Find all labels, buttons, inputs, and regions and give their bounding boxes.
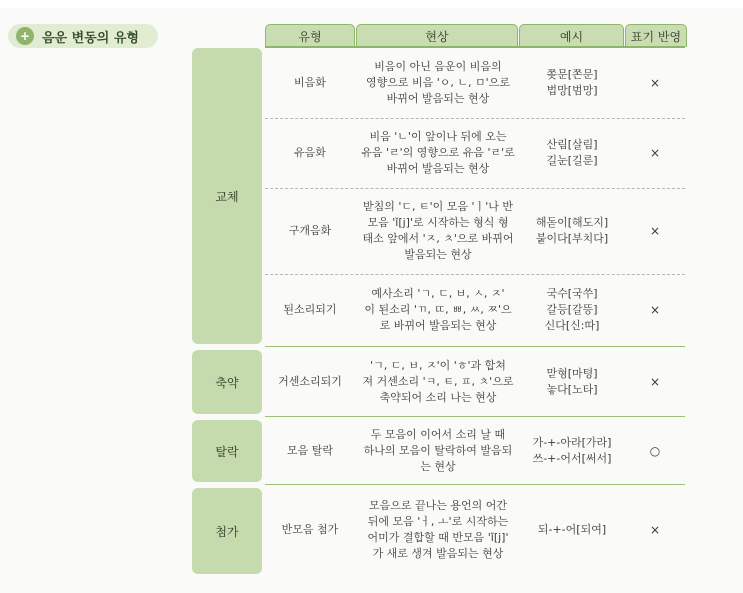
section-heading bbox=[8, 24, 158, 48]
row-examples: 산림[살림] 길눈[길룬] bbox=[546, 138, 598, 167]
row-type: 거센소리되기 bbox=[278, 375, 342, 388]
row-type: 반모음 첨가 bbox=[281, 523, 339, 536]
group-divider bbox=[265, 346, 685, 347]
row-examples: 쫒문[쫀문] 법망[범망] bbox=[546, 68, 598, 97]
header-type: 유형 bbox=[265, 24, 355, 47]
row-examples: 국수[국쑤] 갈등[갈뜽] 신다[신:따] bbox=[544, 287, 600, 332]
group-divider bbox=[265, 484, 685, 485]
header-notation: 표기 반영 bbox=[625, 24, 687, 47]
notation-mark: × bbox=[649, 375, 661, 389]
row-description: 모음으로 끝나는 용언의 어간 뒤에 모음 'ㅓ, ㅗ'로 시작하는 어미가 결합할 때 반모음 'ǐ[j]' 가 새로 생겨 발음되는 현상 bbox=[367, 499, 509, 560]
notation-mark: × bbox=[649, 76, 661, 90]
notation-mark: × bbox=[649, 523, 661, 537]
row-type: 구개음화 bbox=[288, 224, 332, 237]
row-description: 두 모음이 이어서 소리 날 때 하나의 모음이 탈락하여 발음되 는 현상 bbox=[363, 428, 513, 473]
plus-icon: + bbox=[16, 27, 34, 45]
group-divider bbox=[265, 416, 685, 417]
notation-mark: ○ bbox=[649, 444, 661, 458]
row-type: 모음 탈락 bbox=[286, 444, 333, 457]
notation-mark: × bbox=[649, 146, 661, 160]
row-type: 된소리되기 bbox=[283, 303, 337, 316]
row-examples: 가-+-아라[가라] 쓰-+-어서[써서] bbox=[532, 436, 612, 465]
top-strip bbox=[0, 0, 743, 8]
row-description: 비음이 아닌 음운이 비음의 영향으로 비음 'ㅇ, ㄴ, ㅁ'으로 바뀌어 발음되는 현상 bbox=[366, 60, 510, 105]
category-replacement: 교체 bbox=[192, 48, 262, 344]
row-description: 받침의 'ㄷ, ㅌ'이 모음 'ㅣ'나 반 모음 'ǐ[j]'로 시작하는 형식 형 태소 앞에서 'ㅈ, ㅊ'으로 바뀌어 발음되는 현상 bbox=[362, 200, 514, 261]
category-addition: 첨가 bbox=[192, 488, 262, 574]
row-examples: 해돋이[해도지] 붙이다[부치다] bbox=[535, 216, 609, 245]
category-contraction: 축약 bbox=[192, 350, 262, 414]
notation-mark: × bbox=[649, 224, 661, 238]
row-examples: 맏형[마텽] 놓다[노타] bbox=[546, 367, 598, 396]
row-description: 비음 'ㄴ'이 앞이나 뒤에 오는 유음 'ㄹ'의 영향으로 유음 'ㄹ'로 바뀌어 발음되는 현상 bbox=[361, 130, 515, 175]
notation-mark: × bbox=[649, 303, 661, 317]
header-example: 예시 bbox=[519, 24, 624, 47]
row-type: 비음화 bbox=[294, 76, 326, 89]
row-description: 'ㄱ, ㄷ, ㅂ, ㅈ'이 'ㅎ'과 합쳐 져 거센소리 'ㅋ, ㅌ, ㅍ, ㅊ'으로 축약되어 소리 나는 현상 bbox=[362, 359, 514, 404]
category-deletion: 탈락 bbox=[192, 420, 262, 482]
row-examples: 되-+-어[되여] bbox=[537, 523, 607, 536]
row-description: 예사소리 'ㄱ, ㄷ, ㅂ, ㅅ, ㅈ' 이 된소리 'ㄲ, ㄸ, ㅃ, ㅆ, ㅉ'으 로 바뀌어 발음되는 현상 bbox=[364, 287, 512, 332]
section-title: 음운 변동의 유형 bbox=[42, 30, 139, 46]
header-phenomenon: 현상 bbox=[356, 24, 518, 47]
row-type: 유음화 bbox=[294, 146, 326, 159]
